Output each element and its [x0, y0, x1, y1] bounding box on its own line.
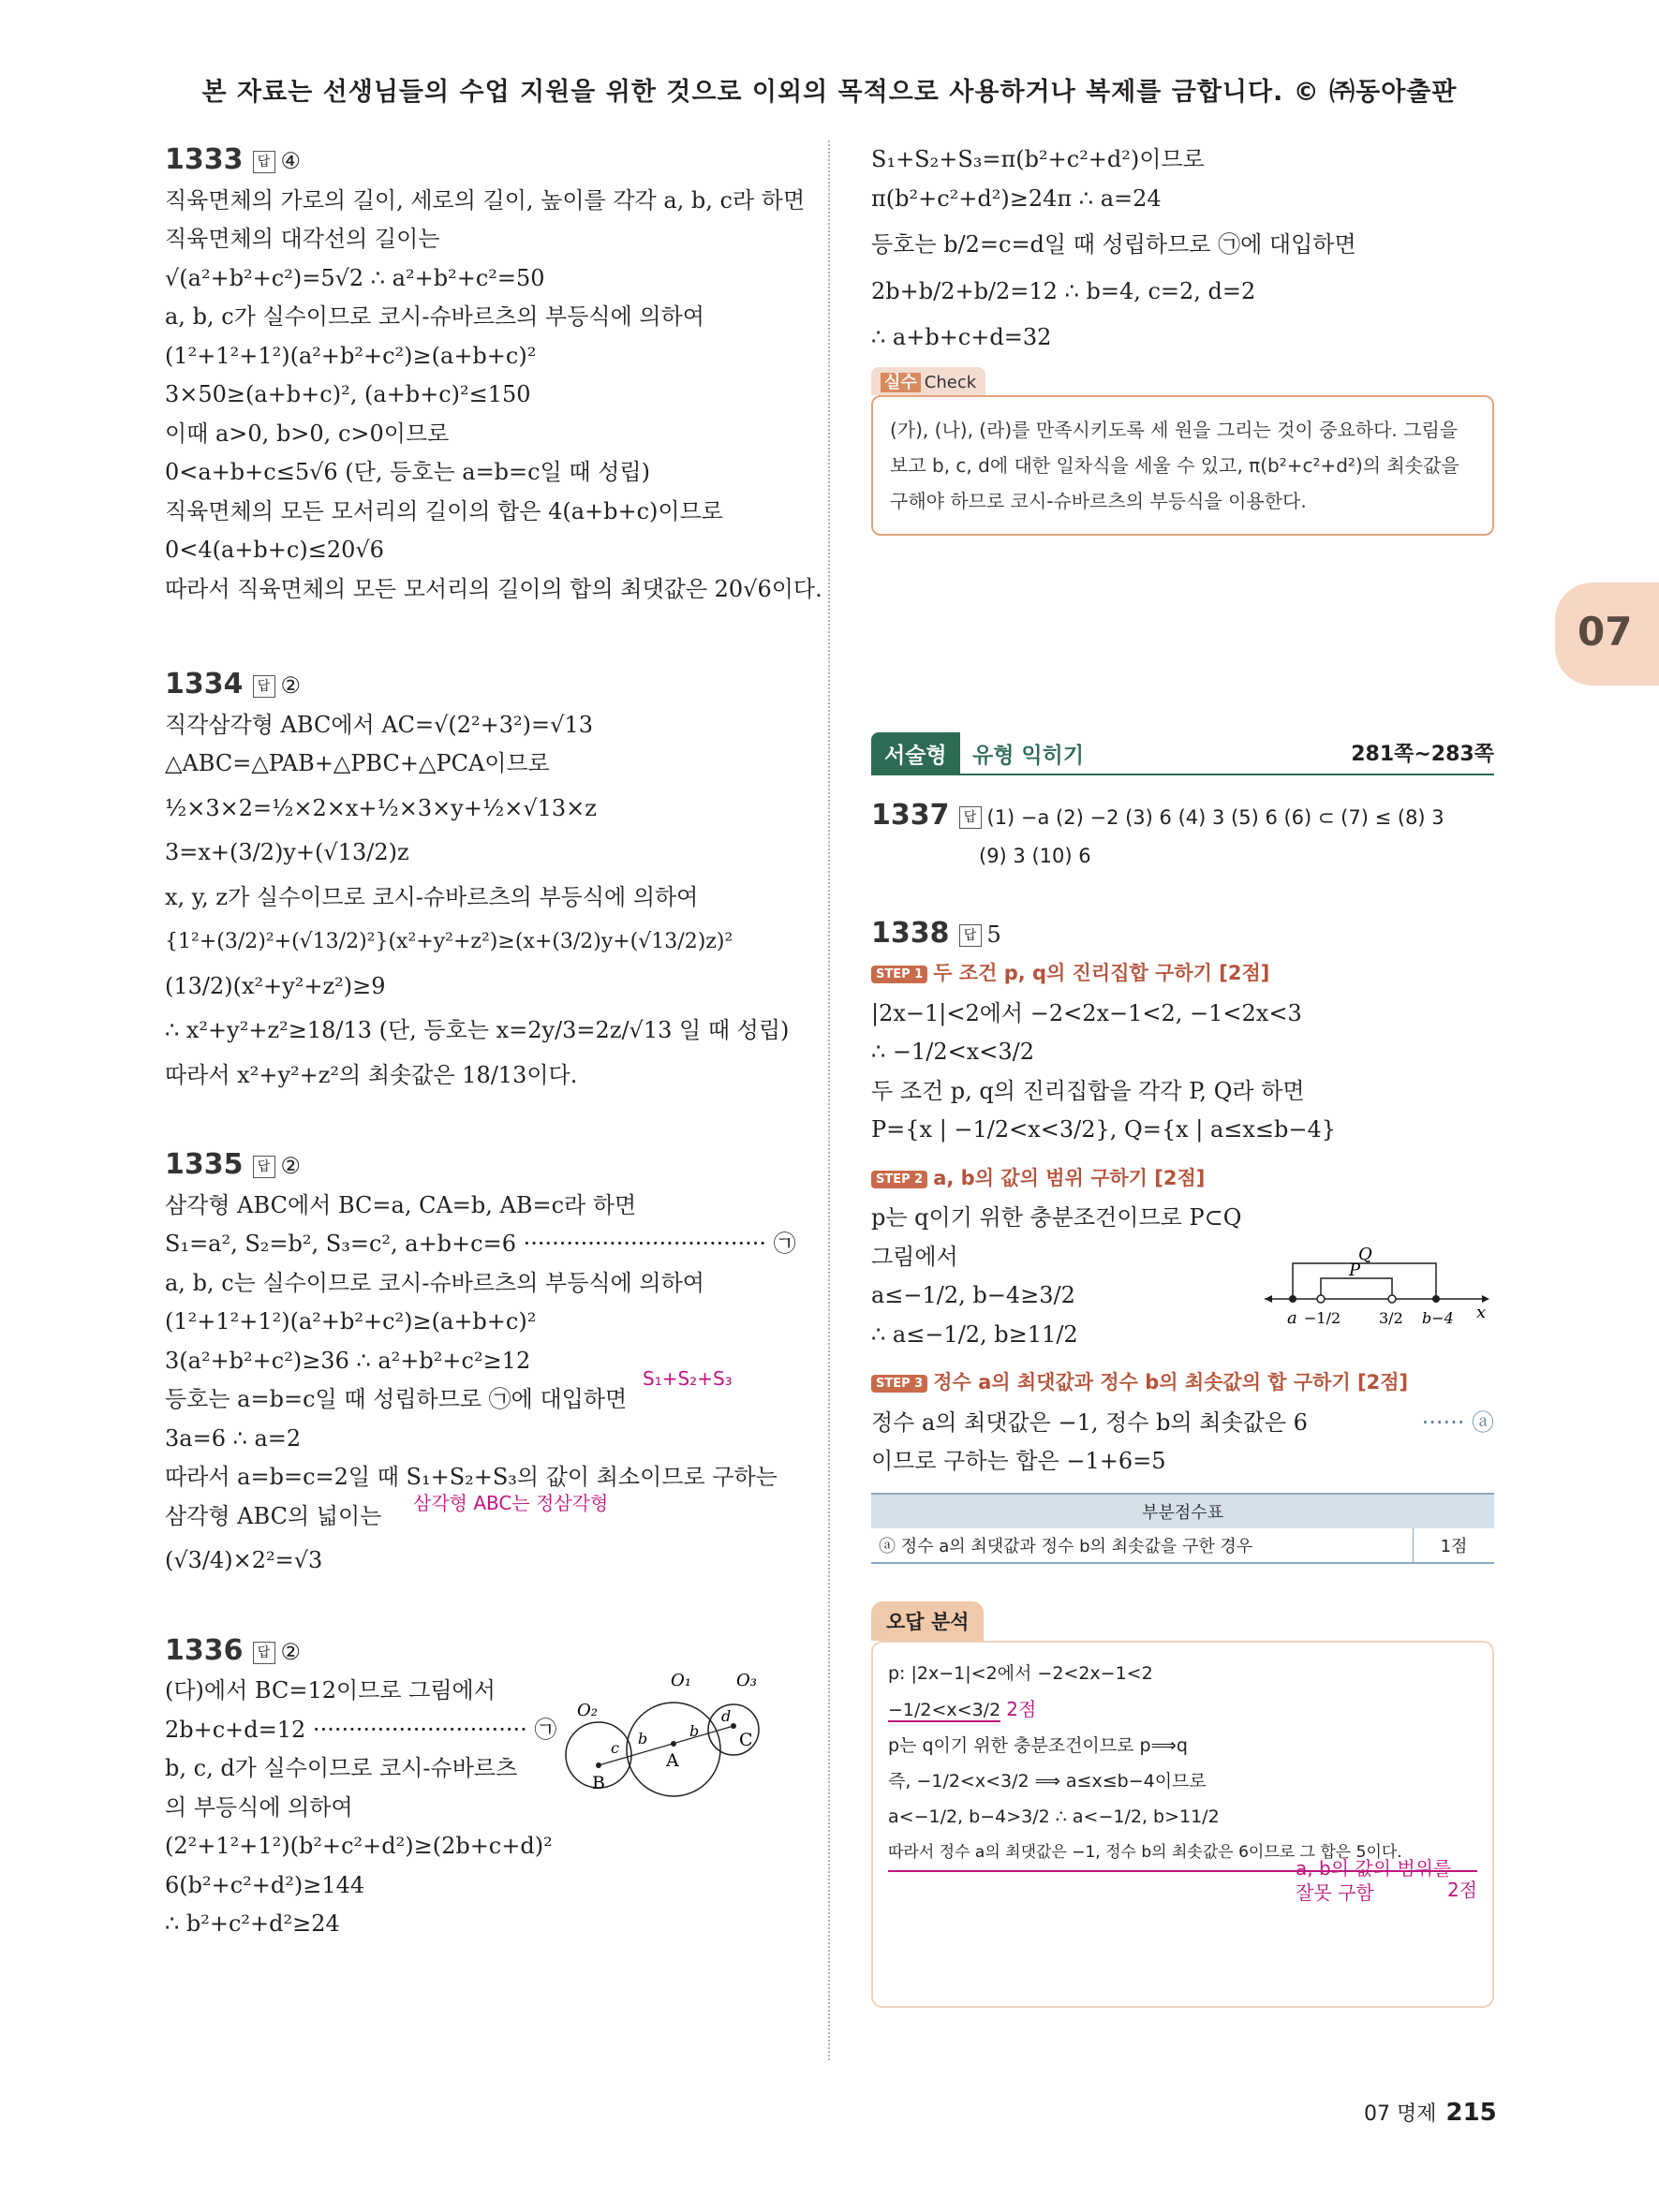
solution-line: √(a²+b²+c²)=5√2 ∴ a²+b²+c²=50 [165, 264, 545, 291]
answer-value: ② [280, 672, 302, 699]
answer-mark: 답 [253, 1642, 275, 1664]
point-three-half [1388, 1295, 1396, 1303]
solution-text: 등호는 a=b=c일 때 성립하므로 ㉠에 대입하면 [165, 1386, 628, 1412]
solution-line: 따라서 x²+y²+z²의 최솟값은 18/13이다. [165, 1061, 578, 1088]
solution-line: x, y, z가 실수이므로 코시-슈바르츠의 부등식에 의하여 [165, 883, 699, 910]
chapter-tab [1555, 582, 1659, 686]
step-title: 정수 a의 최댓값과 정수 b의 최솟값의 합 구하기 [2점] [933, 1371, 1409, 1394]
problem-1336 [165, 1631, 792, 1944]
handwritten-text: −1/2<x<3/2 [888, 1699, 1001, 1720]
problem-number: 1335 [165, 1148, 244, 1181]
left-column [165, 140, 822, 1944]
solution-line: 0<a+b+c≤5√6 (단, 등호는 a=b=c일 때 성립) [165, 459, 650, 485]
error-analysis-tab: 오답 분석 [871, 1601, 984, 1641]
solution-line: 직각삼각형 ABC에서 AC=√(2²+3²)=√13 [165, 711, 593, 738]
label-o1: O₁ [671, 1670, 691, 1690]
point-c [731, 1723, 736, 1729]
check-badge: 실수 [881, 373, 921, 392]
label-three-half: 3/2 [1379, 1308, 1403, 1327]
solution-line: 6(b²+c²+d²)≥144 [165, 1871, 365, 1898]
check-section [871, 367, 1494, 536]
chapter-tab-label: 07 [1578, 609, 1633, 655]
solution-line [871, 1404, 1494, 1443]
problem-1334 [165, 665, 792, 1095]
points-label: 2점 [1446, 1878, 1477, 1901]
annotation-sum: S₁+S₂+S₃ [643, 1367, 733, 1390]
solution-line: a, b, c는 실수이므로 코시-슈바르츠의 부등식에 의하여 [165, 1269, 704, 1296]
solution-line: 그림에서 [871, 1243, 958, 1270]
solution-line: S₁+S₂+S₃=π(b²+c²+d²)이므로 [871, 146, 1205, 172]
step-tag: STEP 1 [871, 966, 927, 983]
solution-line: 직육면체의 가로의 길이, 세로의 길이, 높이를 각각 a, b, c라 하면 [165, 186, 806, 214]
solution-line: 두 조건 p, q의 진리집합을 각각 P, Q라 하면 [871, 1077, 1305, 1104]
page-footer [1364, 2098, 1497, 2127]
section-subtitle: 유형 익히기 [972, 743, 1085, 768]
solution-line: |2x−1|<2에서 −2<2x−1<2, −1<2x<3 [871, 999, 1302, 1026]
step-title: 두 조건 p, q의 진리집합 구하기 [2점] [933, 962, 1270, 984]
step-tag: STEP 3 [871, 1375, 927, 1393]
label-c-radius: c [611, 1738, 619, 1757]
set-q-bracket [1293, 1260, 1436, 1299]
right-column [871, 140, 1494, 2008]
problem-number: 1333 [165, 143, 244, 176]
answer-mark: 답 [959, 924, 982, 947]
error-analysis-section [871, 1601, 1494, 2008]
solution-line: △ABC=△PAB+△PBC+△PCA이므로 [165, 750, 550, 776]
solution-line: 직육면체의 모든 모서리의 길이의 합은 4(a+b+c)이므로 [165, 497, 723, 524]
number-line-figure [1265, 1246, 1494, 1368]
mark-a: ······ ⓐ [1421, 1408, 1494, 1436]
label-minus-half: −1/2 [1304, 1308, 1341, 1327]
check-tab [871, 367, 985, 395]
solution-line: 2b+c+d=12 ······························ ㉠ [165, 1716, 557, 1743]
handwritten-line [888, 1691, 1477, 1728]
handwritten-line: 따라서 정수 a의 최댓값은 −1, 정수 b의 최솟값은 6이므로 그 합은 5이다. [888, 1835, 1477, 1872]
solution-line: ∴ a+b+c+d=32 [871, 324, 1052, 350]
problem-number: 1336 [165, 1633, 244, 1667]
solution-line: ∴ −1/2<x<3/2 [871, 1039, 1035, 1065]
answer-mark: 답 [253, 151, 275, 173]
error-note: a, b의 값의 범위를 잘못 구함 [1296, 1856, 1452, 1904]
solution-line: (다)에서 BC=12이므로 그림에서 [165, 1677, 496, 1703]
section-pill: 서술형 [871, 732, 960, 774]
set-p-bracket [1321, 1278, 1392, 1299]
table-row [871, 1528, 1494, 1563]
axis-arrow-left [1265, 1295, 1272, 1303]
solution-line: 삼각형 ABC에서 BC=a, CA=b, AB=c라 하면 [165, 1191, 637, 1218]
solution-line: 의 부등식에 의하여 [165, 1793, 353, 1821]
solution-line: 2b+b/2+b/2=12 ∴ b=4, c=2, d=2 [871, 277, 1256, 304]
label-a: a [1287, 1307, 1297, 1328]
check-box: (가), (나), (라)를 만족시키도록 세 원을 그리는 것이 중요하다. 그림을 보고 b, c, d에 대한 일차식을 세울 수 있고, π(b²+c²+d²)의 최솟값을 구해야 하므로 코시-슈바르츠의 부등식을 이용한다. [871, 395, 1494, 536]
solution-line: 0<4(a+b+c)≤20√6 [165, 537, 384, 563]
answer-mark: 답 [253, 1156, 275, 1178]
answer-value: 5 [986, 921, 1001, 948]
problem-1335 [165, 1145, 796, 1581]
axis-arrow-right [1482, 1295, 1489, 1303]
solution-line: S₁=a², S₂=b², S₃=c², a+b+c=6 ·································· ㉠ [165, 1231, 796, 1257]
label-p: P [1349, 1260, 1361, 1280]
solution-line: (1²+1²+1²)(a²+b²+c²)≥(a+b+c)² [165, 1308, 537, 1335]
solution-line: 따라서 a=b=c=2일 때 S₁+S₂+S₃의 값이 최소이므로 구하는 [165, 1464, 778, 1490]
solution-line: 직육면체의 대각선의 길이는 [165, 226, 440, 252]
answer-value: ④ [280, 148, 302, 174]
answer-mark: 답 [959, 806, 982, 829]
solution-line: (√3/4)×2²=√3 [165, 1547, 323, 1573]
answer-value: ② [280, 1638, 302, 1665]
solution-line: ½×3×2=½×2×x+½×3×y+½×√13×z [165, 794, 597, 821]
answer-mark: 답 [253, 675, 275, 698]
solution-line: ∴ b²+c²+d²≥24 [165, 1910, 340, 1937]
solution-text: 삼각형 ABC의 넓이는 [165, 1502, 382, 1529]
solution-line: a≤−1/2, b−4≥3/2 [871, 1282, 1075, 1308]
score-criteria: ⓐ 정수 a의 최댓값과 정수 b의 최솟값을 구한 경우 [871, 1528, 1414, 1563]
solution-line: ∴ x²+y²+z²≥18/13 (단, 등호는 x=2y/3=2z/√13 일 때 성립) [165, 1017, 790, 1043]
solution-line: P={x | −1/2<x<3/2}, Q={x | a≤x≤b−4} [871, 1116, 1337, 1143]
solution-line: 이므로 구하는 합은 −1+6=5 [871, 1448, 1166, 1474]
point-a [1289, 1295, 1296, 1303]
handwritten-line: a<−1/2, b−4>3/2 ∴ a<−1/2, b>11/2 [888, 1806, 1220, 1827]
partial-score-table [871, 1493, 1494, 1564]
answer-value: (9) 3 (10) 6 [979, 845, 1091, 867]
label-b: B [592, 1772, 605, 1793]
point-minus-half [1317, 1295, 1325, 1303]
handwritten-line: p는 q이기 위한 충분조건이므로 p⟹q [888, 1734, 1188, 1756]
check-label: Check [924, 372, 977, 392]
problem-number: 1334 [165, 668, 244, 700]
label-b-minus-4: b−4 [1422, 1308, 1454, 1327]
section-header [871, 732, 1494, 775]
label-q: Q [1358, 1246, 1372, 1264]
column-divider [828, 140, 830, 2060]
solution-line: π(b²+c²+d²)≥24π ∴ a=24 [871, 184, 1162, 212]
solution-line [165, 1491, 792, 1537]
step-heading [871, 1364, 1494, 1404]
handwritten-line: 즉, −1/2<x<3/2 ⟹ a≤x≤b−4이므로 [888, 1770, 1207, 1792]
problem-1337 [871, 796, 1494, 877]
label-b-radius: b [638, 1729, 648, 1747]
solution-line: (1²+1²+1²)(a²+b²+c²)≥(a+b+c)² [165, 342, 537, 369]
step-title: a, b의 값의 범위 구하기 [2점] [933, 1166, 1206, 1189]
page-number: 215 [1445, 2099, 1497, 2127]
solution-line: b, c, d가 실수이므로 코시-슈바르츠 [165, 1755, 518, 1781]
handwritten-line: p: |2x−1|<2에서 −2<2x−1<2 [888, 1662, 1153, 1684]
point-a [671, 1741, 676, 1747]
answer-value: (1) −a (2) −2 (3) 6 (4) 3 (5) 6 (6) ⊂ (7) ≤ (8) 3 [986, 805, 1444, 829]
solution-line: 3a=6 ∴ a=2 [165, 1424, 302, 1452]
label-d-radius: d [721, 1706, 732, 1725]
point-b-minus-4 [1432, 1295, 1440, 1303]
solution-line: 3(a²+b²+c²)≥36 ∴ a²+b²+c²≥12 [165, 1347, 531, 1374]
step-heading [871, 1159, 1494, 1200]
score-table-header: 부분점수표 [871, 1494, 1494, 1528]
label-o3: O₃ [736, 1670, 757, 1690]
solution-line: ∴ a≤−1/2, b≥11/2 [871, 1320, 1078, 1348]
copyright-banner: 본 자료는 선생님들의 수업 지원을 위한 것으로 이외의 목적으로 사용하거나 복제를 금합니다. © ㈜동아출판 [201, 78, 1458, 107]
answer-value: ② [280, 1153, 302, 1179]
label-c: C [739, 1729, 753, 1750]
three-circles-figure [558, 1669, 792, 1809]
score-points: 1점 [1414, 1528, 1495, 1563]
problem-1333 [165, 140, 822, 609]
point-b [596, 1762, 601, 1768]
label-b-radius: b [689, 1721, 700, 1740]
step-heading [871, 954, 1494, 995]
problem-1336-continued [871, 140, 1494, 358]
circle-o1 [627, 1703, 720, 1796]
section-pages: 281쪽~283쪽 [1351, 742, 1494, 766]
error-analysis-box [871, 1641, 1494, 2008]
solution-line: (13/2)(x²+y²+z²)≥9 [165, 972, 386, 999]
problem-1338 [871, 914, 1494, 1482]
solution-line [165, 1367, 792, 1420]
annotation-equilateral: 삼각형 ABC는 정삼각형 [413, 1491, 609, 1514]
solution-line: (2²+1²+1²)(b²+c²+d²)≥(2b+c+d)² [165, 1833, 553, 1859]
solution-line: 따라서 직육면체의 모든 모서리의 길이의 합의 최댓값은 20√6이다. [165, 575, 822, 602]
solution-line: {1²+(3/2)²+(√13/2)²}(x²+y²+z²)≥(x+(3/2)y+(√13/2)z)² [165, 930, 733, 953]
points-label: 2점 [1006, 1697, 1037, 1720]
problem-number: 1338 [871, 916, 950, 950]
solution-text: 정수 a의 최댓값은 −1, 정수 b의 최솟값은 6 [871, 1408, 1308, 1436]
footer-chapter: 07 명제 [1364, 2102, 1437, 2126]
solution-line: 이때 a>0, b>0, c>0이므로 [165, 420, 450, 447]
label-o2: O₂ [577, 1700, 598, 1720]
solution-line: 3×50≥(a+b+c)², (a+b+c)²≤150 [165, 381, 531, 407]
solution-line: p는 q이기 위한 충분조건이므로 P⊂Q [871, 1204, 1242, 1231]
solution-line: 3=x+(3/2)y+(√13/2)z [165, 839, 409, 865]
step-tag: STEP 2 [871, 1171, 927, 1188]
solution-line: a, b, c가 실수이므로 코시-슈바르츠의 부등식에 의하여 [165, 303, 704, 330]
label-x: x [1476, 1302, 1487, 1322]
label-a: A [666, 1749, 679, 1771]
solution-line: 등호는 b/2=c=d일 때 성립하므로 ㉠에 대입하면 [871, 231, 1356, 258]
problem-number: 1337 [871, 798, 950, 832]
